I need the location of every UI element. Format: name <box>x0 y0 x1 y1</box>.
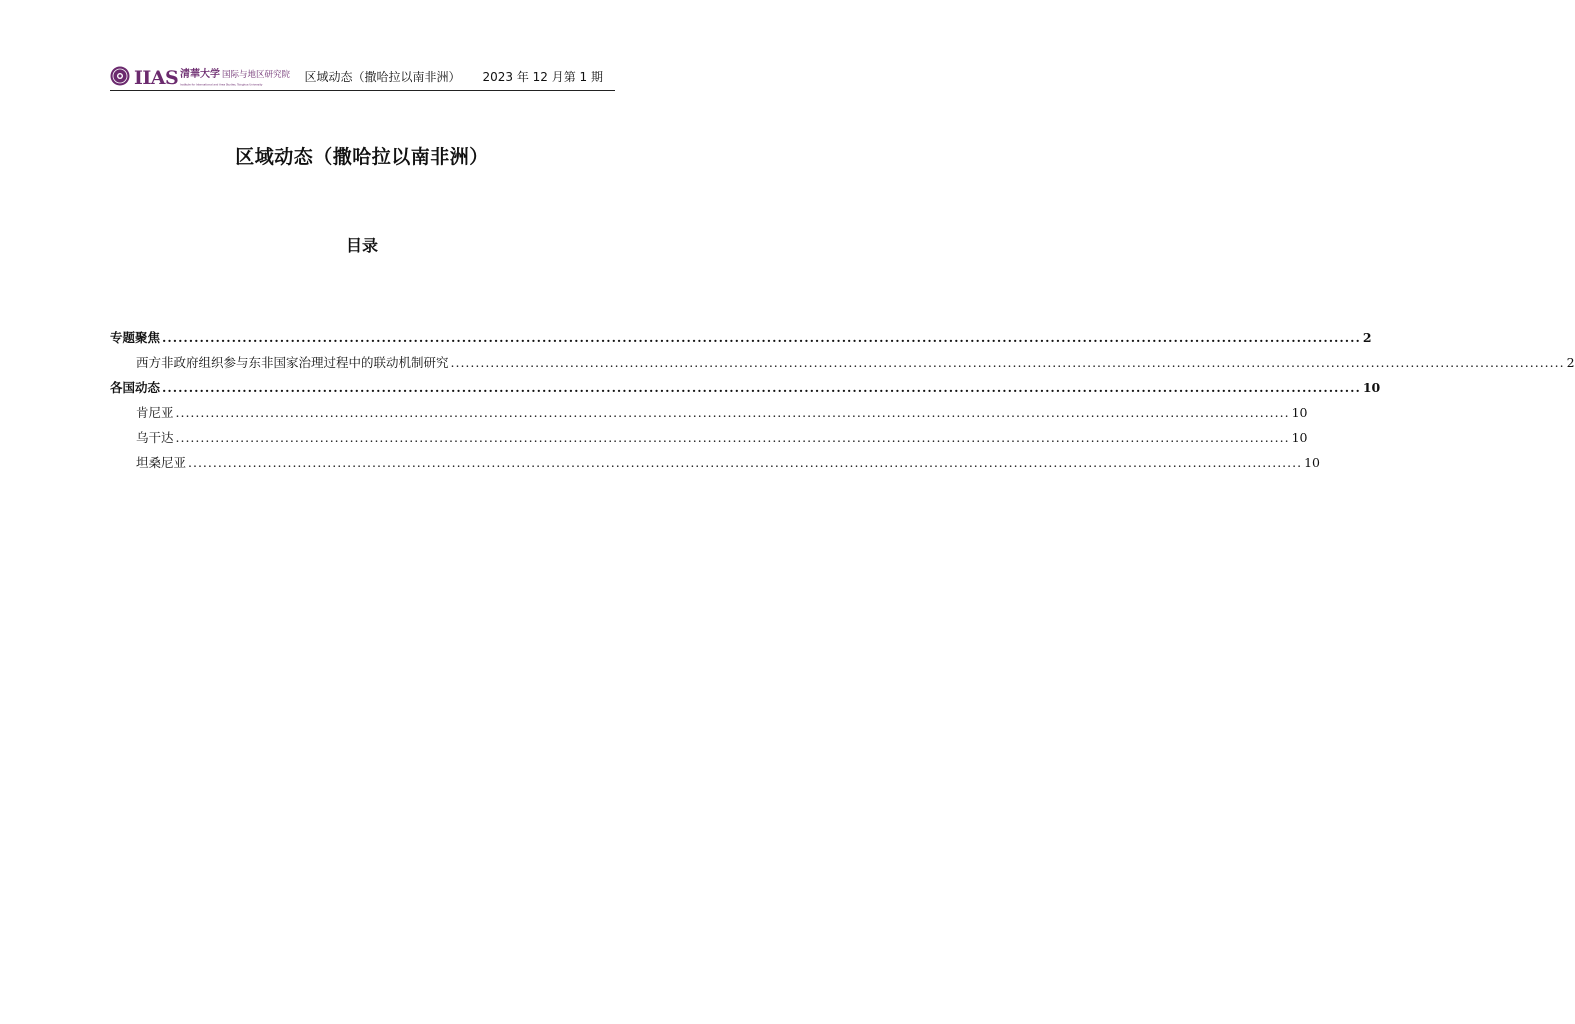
toc-heading: 目录 <box>345 236 378 255</box>
page-header <box>110 62 615 91</box>
iias-wordmark: IIAS <box>134 67 179 89</box>
toc-entry-page: 10 <box>1304 455 1320 470</box>
toc-entry-label: 肯尼亚 <box>136 405 174 420</box>
toc-leader-dots <box>176 400 1290 425</box>
toc-entry[interactable] <box>110 350 1575 375</box>
toc-leader-dots <box>176 425 1290 450</box>
university-name-logo: 清華大学 <box>180 69 220 80</box>
toc-entry[interactable] <box>110 425 1308 450</box>
toc-entry[interactable] <box>110 450 1320 475</box>
toc-entry[interactable] <box>110 400 1308 425</box>
document-title: 区域动态（撒哈拉以南非洲） <box>235 146 489 168</box>
toc-leader-dots <box>451 350 1565 375</box>
toc-entry-label: 各国动态 <box>110 380 161 395</box>
header-meta <box>304 68 603 85</box>
institute-logo <box>110 64 291 89</box>
toc-entry-label: 坦桑尼亚 <box>136 455 187 470</box>
toc-entry-label: 专题聚焦 <box>110 330 161 345</box>
institute-en-logo: Institute for International and Area Studies, Tsinghua University <box>180 83 263 87</box>
toc-leader-dots <box>162 375 1361 400</box>
issue-label: 2023 年 12 月第 1 期 <box>482 70 603 84</box>
toc-leader-dots <box>162 325 1361 350</box>
toc-entry-label: 西方非政府组织参与东非国家治理过程中的联动机制研究 <box>136 355 449 370</box>
toc-entry-page: 2 <box>1566 355 1575 370</box>
toc-entry-page: 10 <box>1291 405 1308 420</box>
toc-leader-dots <box>188 450 1302 475</box>
toc-entry[interactable] <box>110 375 1381 400</box>
table-of-contents <box>110 325 1575 475</box>
toc-entry-page: 10 <box>1362 380 1381 395</box>
university-seal-icon <box>111 67 130 86</box>
toc-entry-page: 10 <box>1291 430 1308 445</box>
toc-entry[interactable] <box>110 325 1372 350</box>
series-title: 区域动态（撒哈拉以南非洲） <box>304 70 461 84</box>
toc-entry-page: 2 <box>1362 330 1372 345</box>
toc-entry-label: 乌干达 <box>136 430 174 445</box>
institute-name-logo: 国际与地区研究院 <box>222 70 291 80</box>
